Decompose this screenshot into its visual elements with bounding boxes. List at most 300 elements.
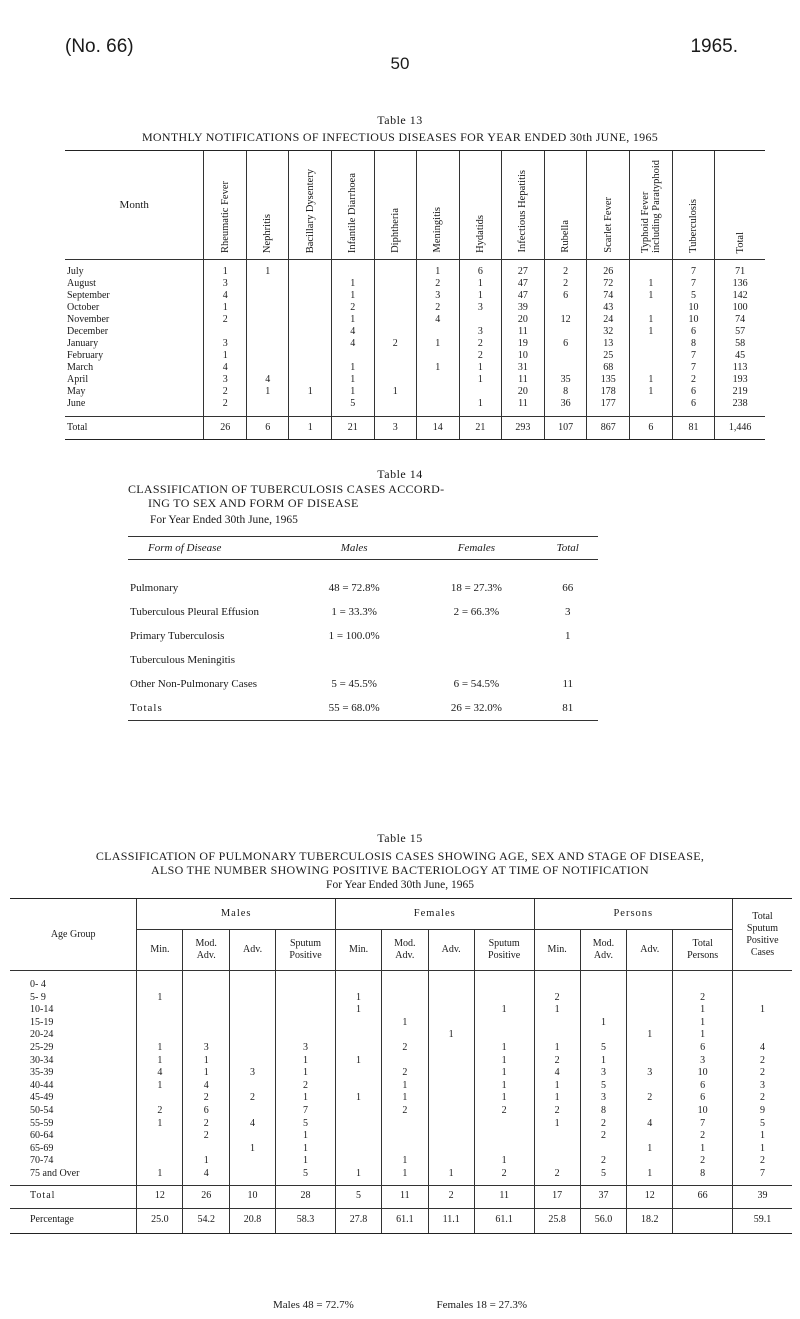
table15-subcolumn-header: Min. [534, 930, 580, 971]
case-count-cell: 1 [474, 1067, 534, 1080]
case-count-cell: 2 [382, 1042, 429, 1055]
case-count-cell: 1 [428, 1168, 474, 1185]
count-cell: 13 [587, 338, 630, 350]
case-count-cell: 1 [276, 1055, 336, 1068]
table13-title: MONTHLY NOTIFICATIONS OF INFECTIOUS DISEASES FOR YEAR ENDED 30th JUNE, 1965 [141, 130, 659, 144]
case-count-cell: 4 [534, 1067, 580, 1080]
count-cell: 1 [630, 386, 673, 398]
month-row [65, 302, 765, 314]
total-cell: 107 [544, 417, 587, 440]
count-cell: 3 [204, 278, 247, 290]
case-count-cell [382, 1029, 429, 1042]
case-count-cell: 2 [534, 1168, 580, 1185]
case-count-cell: 1 [732, 1130, 792, 1143]
case-count-cell: 5 [276, 1168, 336, 1185]
count-cell: 3 [204, 338, 247, 350]
case-count-cell: 2 [382, 1105, 429, 1118]
disease-form-row [128, 594, 598, 618]
total-cell: 66 [673, 1185, 733, 1208]
case-count-cell [335, 1105, 381, 1118]
table14-column-header: Males [293, 537, 415, 560]
age-group-row [10, 1168, 792, 1185]
table14-caption: Table 14 [377, 467, 423, 481]
disease-form-label: Tuberculous Meningitis [130, 654, 236, 666]
count-cell: 71 [715, 260, 765, 279]
count-cell: 27 [502, 260, 545, 279]
count-cell: 68 [587, 362, 630, 374]
total-cell: 1 [289, 417, 331, 440]
case-count-cell [428, 1004, 474, 1017]
count-cell: 1 [459, 374, 502, 386]
month-cell: August [67, 278, 96, 289]
count-cell [247, 314, 289, 326]
case-count-cell: 1 [580, 1055, 627, 1068]
count-cell [374, 278, 416, 290]
table14-header-row [128, 537, 598, 560]
table15-subcolumn-header: Adv. [428, 930, 474, 971]
age-group-label: 10-14 [30, 1004, 54, 1016]
case-count-cell [474, 1029, 534, 1042]
disease-form-label: Other Non-Pulmonary Cases [130, 678, 258, 690]
count-cell: 11 [502, 374, 545, 386]
case-count-cell: 1 [137, 1055, 183, 1068]
table14-cell: 48 = 72.8% [328, 582, 380, 594]
count-cell [374, 314, 416, 326]
count-cell: 32 [587, 326, 630, 338]
age-group-row [10, 1017, 792, 1030]
case-count-cell [335, 1029, 381, 1042]
count-cell [289, 302, 331, 314]
table14-cell: 55 = 68.0% [293, 690, 415, 721]
total-cell: 39 [732, 1185, 792, 1208]
case-count-cell [534, 971, 580, 992]
total-cell: 6 [630, 417, 673, 440]
case-count-cell [230, 1029, 276, 1042]
case-count-cell: 1 [474, 1080, 534, 1093]
count-cell: 6 [672, 398, 715, 417]
count-cell: 31 [502, 362, 545, 374]
count-cell: 6 [672, 326, 715, 338]
case-count-cell [474, 971, 534, 992]
table15-subcolumn-header: Min. [137, 930, 183, 971]
disease-column-header [544, 151, 587, 260]
month-row [65, 362, 765, 374]
table14-cell [293, 642, 415, 666]
case-count-cell: 1 [534, 1004, 580, 1017]
case-count-cell: 1 [534, 1118, 580, 1131]
case-count-cell: 1 [335, 992, 381, 1005]
case-count-cell [428, 1130, 474, 1143]
footer-females: Females 18 = 27.3% [436, 1299, 528, 1311]
case-count-cell [382, 1118, 429, 1131]
case-count-cell [382, 992, 429, 1005]
age-group-row [10, 1105, 792, 1118]
count-cell: 57 [715, 326, 765, 338]
age-group-label: 50-54 [30, 1104, 54, 1116]
count-cell: 1 [331, 290, 374, 302]
case-count-cell: 1 [183, 1055, 230, 1068]
case-count-cell: 1 [673, 1004, 733, 1017]
count-cell [204, 326, 247, 338]
count-cell: 10 [672, 314, 715, 326]
age-group-row [10, 1118, 792, 1131]
disease-column-header [204, 151, 247, 260]
month-row [65, 374, 765, 386]
disease-column-header [502, 151, 545, 260]
case-count-cell [335, 1080, 381, 1093]
count-cell: 2 [459, 350, 502, 362]
disease-form-row [128, 560, 598, 595]
age-group-row [10, 1067, 792, 1080]
count-cell [374, 350, 416, 362]
count-cell [331, 350, 374, 362]
count-cell: 4 [204, 362, 247, 374]
case-count-cell: 4 [627, 1118, 673, 1131]
case-count-cell [382, 1004, 429, 1017]
count-cell: 1 [459, 398, 502, 417]
case-count-cell: 1 [183, 1155, 230, 1168]
case-count-cell: 2 [580, 1118, 627, 1131]
case-count-cell: 4 [732, 1042, 792, 1055]
count-cell [459, 386, 502, 398]
case-count-cell: 1 [673, 1017, 733, 1030]
case-count-cell: 2 [732, 1055, 792, 1068]
age-group-label: 35-39 [30, 1067, 54, 1079]
total-cell: 12 [137, 1185, 183, 1208]
total-label: Total [10, 1185, 137, 1208]
count-cell [416, 374, 459, 386]
month-row [65, 314, 765, 326]
count-cell: 10 [502, 350, 545, 362]
count-cell: 2 [204, 398, 247, 417]
count-cell: 4 [416, 314, 459, 326]
month-header: Month [65, 151, 204, 260]
percentage-label: Percentage [10, 1208, 137, 1233]
table14-cell: 3 [565, 606, 571, 618]
case-count-cell: 1 [276, 1130, 336, 1143]
table15-title-line1: CLASSIFICATION OF PULMONARY TUBERCULOSIS CASES SHOWING AGE, SEX AND STAGE OF DISEASE, [95, 849, 705, 863]
case-count-cell [732, 1029, 792, 1042]
disease-column-header [331, 151, 374, 260]
count-cell: 1 [204, 260, 247, 279]
case-count-cell: 5 [276, 1118, 336, 1131]
table15-subcolumn-header: Total Persons [673, 930, 733, 971]
case-count-cell [627, 971, 673, 992]
case-count-cell: 3 [732, 1080, 792, 1093]
total-cell: 10 [230, 1185, 276, 1208]
case-count-cell: 1 [335, 1092, 381, 1105]
count-cell: 142 [715, 290, 765, 302]
count-cell [416, 350, 459, 362]
age-group-row [10, 1029, 792, 1042]
count-cell: 1 [630, 290, 673, 302]
total-cell: 26 [204, 417, 247, 440]
case-count-cell [428, 992, 474, 1005]
count-cell: 45 [715, 350, 765, 362]
case-count-cell: 5 [580, 1168, 627, 1185]
age-group-header: Age Group [10, 899, 137, 971]
percentage-cell: 25.0 [137, 1208, 183, 1233]
document-year: 1965. [690, 36, 738, 57]
case-count-cell: 2 [382, 1067, 429, 1080]
case-count-cell [428, 1042, 474, 1055]
count-cell: 1 [630, 374, 673, 386]
case-count-cell: 1 [137, 992, 183, 1005]
count-cell: 1 [247, 260, 289, 279]
case-count-cell: 6 [673, 1092, 733, 1105]
count-cell: 2 [331, 302, 374, 314]
case-count-cell [183, 1029, 230, 1042]
case-count-cell: 1 [534, 1080, 580, 1093]
count-cell: 74 [715, 314, 765, 326]
case-count-cell [230, 1168, 276, 1185]
age-group-row [10, 992, 792, 1005]
case-count-cell [428, 1017, 474, 1030]
count-cell: 7 [672, 350, 715, 362]
case-count-cell: 1 [335, 1004, 381, 1017]
count-cell: 3 [459, 326, 502, 338]
count-cell: 2 [544, 278, 587, 290]
table15-subcolumn-header: Adv. [627, 930, 673, 971]
case-count-cell: 6 [673, 1080, 733, 1093]
case-count-cell [335, 971, 381, 992]
case-count-cell: 3 [673, 1055, 733, 1068]
age-group-label: 40-44 [30, 1079, 54, 1091]
month-cell: December [67, 326, 109, 337]
age-group-row [10, 1092, 792, 1105]
month-cell: January [67, 338, 99, 349]
case-count-cell [428, 1105, 474, 1118]
count-cell: 1 [331, 278, 374, 290]
case-count-cell: 2 [627, 1092, 673, 1105]
age-group-row [10, 1004, 792, 1017]
month-row [65, 338, 765, 350]
count-cell [247, 326, 289, 338]
count-cell: 1 [331, 386, 374, 398]
case-count-cell [230, 971, 276, 992]
month-row [65, 260, 765, 279]
case-count-cell [137, 1143, 183, 1156]
count-cell: 4 [204, 290, 247, 302]
count-cell: 3 [416, 290, 459, 302]
table15-title-line2: ALSO THE NUMBER SHOWING POSITIVE BACTERIOLOGY AT TIME OF NOTIFICATION [151, 863, 649, 877]
count-cell: 1 [416, 338, 459, 350]
count-cell: 58 [715, 338, 765, 350]
table15-subcolumn-header: Adv. [230, 930, 276, 971]
footer-males: Males 48 = 72.7% [272, 1299, 354, 1311]
table14-cell: 81 [538, 690, 598, 721]
month-row [65, 386, 765, 398]
count-cell: 47 [502, 278, 545, 290]
total-cell: 293 [502, 417, 545, 440]
total-cell: 21 [459, 417, 502, 440]
disease-column-label: Hydatids [474, 215, 486, 253]
total-cell: 81 [672, 417, 715, 440]
case-count-cell: 6 [673, 1042, 733, 1055]
count-cell: 2 [672, 374, 715, 386]
case-count-cell [335, 1130, 381, 1143]
count-cell: 3 [204, 374, 247, 386]
count-cell [630, 302, 673, 314]
count-cell [416, 398, 459, 417]
case-count-cell [230, 1155, 276, 1168]
count-cell [289, 350, 331, 362]
case-count-cell: 1 [230, 1143, 276, 1156]
case-count-cell: 2 [474, 1105, 534, 1118]
count-cell: 178 [587, 386, 630, 398]
case-count-cell: 1 [382, 1168, 429, 1185]
case-count-cell [580, 1004, 627, 1017]
case-count-cell: 1 [382, 1080, 429, 1093]
case-count-cell: 1 [474, 1004, 534, 1017]
disease-column-label: Total [734, 231, 746, 253]
count-cell: 6 [672, 386, 715, 398]
case-count-cell: 4 [183, 1168, 230, 1185]
table13-header-row [65, 151, 765, 260]
disease-column-label: Scarlet Fever [602, 197, 614, 253]
case-count-cell: 4 [137, 1067, 183, 1080]
count-cell [630, 350, 673, 362]
case-count-cell [627, 1004, 673, 1017]
count-cell: 2 [416, 302, 459, 314]
count-cell [416, 386, 459, 398]
age-group-label: 25-29 [30, 1041, 54, 1053]
case-count-cell [627, 1105, 673, 1118]
month-cell: November [67, 314, 110, 325]
case-count-cell: 2 [534, 1105, 580, 1118]
count-cell [544, 326, 587, 338]
table15-subcolumn-header: Sputum Positive [474, 930, 534, 971]
month-cell: June [65, 398, 204, 417]
case-count-cell: 4 [230, 1118, 276, 1131]
age-group-label: 55-59 [30, 1117, 54, 1129]
count-cell [374, 302, 416, 314]
case-count-cell: 1 [183, 1067, 230, 1080]
disease-form-row [128, 618, 598, 642]
count-cell: 11 [502, 398, 545, 417]
case-count-cell [580, 1029, 627, 1042]
case-count-cell: 1 [137, 1080, 183, 1093]
case-count-cell [382, 1143, 429, 1156]
count-cell: 5 [331, 398, 374, 417]
case-count-cell: 1 [137, 1042, 183, 1055]
case-count-cell [276, 1004, 336, 1017]
count-cell: 1 [630, 326, 673, 338]
count-cell: 2 [204, 314, 247, 326]
count-cell: 238 [715, 398, 765, 417]
case-count-cell: 2 [580, 1155, 627, 1168]
disease-column-header [247, 151, 289, 260]
count-cell: 4 [331, 326, 374, 338]
percentage-cell: 18.2 [627, 1208, 673, 1233]
case-count-cell [382, 971, 429, 992]
count-cell: 1 [459, 362, 502, 374]
count-cell: 2 [544, 260, 587, 279]
total-cell: 14 [416, 417, 459, 440]
table15-subcolumn-header: Sputum Positive [276, 930, 336, 971]
case-count-cell: 5 [732, 1118, 792, 1131]
table14-cell: 11 [562, 678, 574, 690]
case-count-cell: 1 [673, 1029, 733, 1042]
case-count-cell [534, 1017, 580, 1030]
count-cell: 7 [672, 260, 715, 279]
case-count-cell [183, 1017, 230, 1030]
case-count-cell [335, 1042, 381, 1055]
disease-column-label: Infantile Diarrhoea [347, 172, 359, 253]
females-group-header: Females [335, 899, 534, 930]
infectious-diseases-table [65, 150, 765, 440]
table15-group-row [10, 899, 792, 930]
case-count-cell [230, 1080, 276, 1093]
case-count-cell [428, 1055, 474, 1068]
case-count-cell [627, 1155, 673, 1168]
case-count-cell: 1 [627, 1168, 673, 1185]
case-count-cell [580, 971, 627, 992]
total-cell: 867 [587, 417, 630, 440]
count-cell: 35 [544, 374, 587, 386]
case-count-cell: 5 [580, 1080, 627, 1093]
total-cell: 28 [276, 1185, 336, 1208]
count-cell: 8 [544, 386, 587, 398]
month-row [65, 350, 765, 362]
percentage-cell: 27.8 [335, 1208, 381, 1233]
count-cell: 72 [587, 278, 630, 290]
count-cell: 2 [416, 278, 459, 290]
count-cell: 1 [289, 386, 331, 398]
count-cell: 20 [502, 386, 545, 398]
count-cell: 6 [544, 338, 587, 350]
document-number: (No. 66) [65, 36, 134, 57]
case-count-cell [276, 971, 336, 992]
disease-column-label: Bacillary Dysentery [304, 168, 316, 253]
table14-cell: 66 [562, 582, 574, 594]
case-count-cell [230, 1004, 276, 1017]
table14-column-header: Form of Disease [128, 537, 293, 560]
disease-column-label: Rheumatic Fever [219, 180, 231, 253]
table15-subcolumn-header: Mod. Adv. [382, 930, 429, 971]
count-cell [374, 374, 416, 386]
case-count-cell [183, 992, 230, 1005]
count-cell [247, 350, 289, 362]
case-count-cell: 3 [580, 1067, 627, 1080]
table14-column-header: Females [415, 537, 537, 560]
count-cell: 20 [502, 314, 545, 326]
percentage-cell: 20.8 [230, 1208, 276, 1233]
month-row [65, 326, 765, 338]
count-cell [630, 260, 673, 279]
case-count-cell [230, 1130, 276, 1143]
age-group-label: 5- 9 [30, 991, 46, 1003]
count-cell [544, 350, 587, 362]
case-count-cell: 2 [534, 1055, 580, 1068]
case-count-cell [474, 992, 534, 1005]
case-count-cell [474, 1017, 534, 1030]
disease-column-header [672, 151, 715, 260]
case-count-cell: 1 [732, 1004, 792, 1017]
case-count-cell [428, 1155, 474, 1168]
count-cell: 6 [544, 290, 587, 302]
case-count-cell [428, 1092, 474, 1105]
count-cell: 12 [544, 314, 587, 326]
age-group-label: 75 and Over [10, 1168, 137, 1185]
count-cell [374, 398, 416, 417]
disease-form-label: Pulmonary [130, 582, 179, 594]
total-cell: 17 [534, 1185, 580, 1208]
month-cell: September [67, 290, 110, 301]
case-count-cell [230, 1042, 276, 1055]
table15-subcolumn-header: Mod. Adv. [183, 930, 230, 971]
case-count-cell [428, 1080, 474, 1093]
